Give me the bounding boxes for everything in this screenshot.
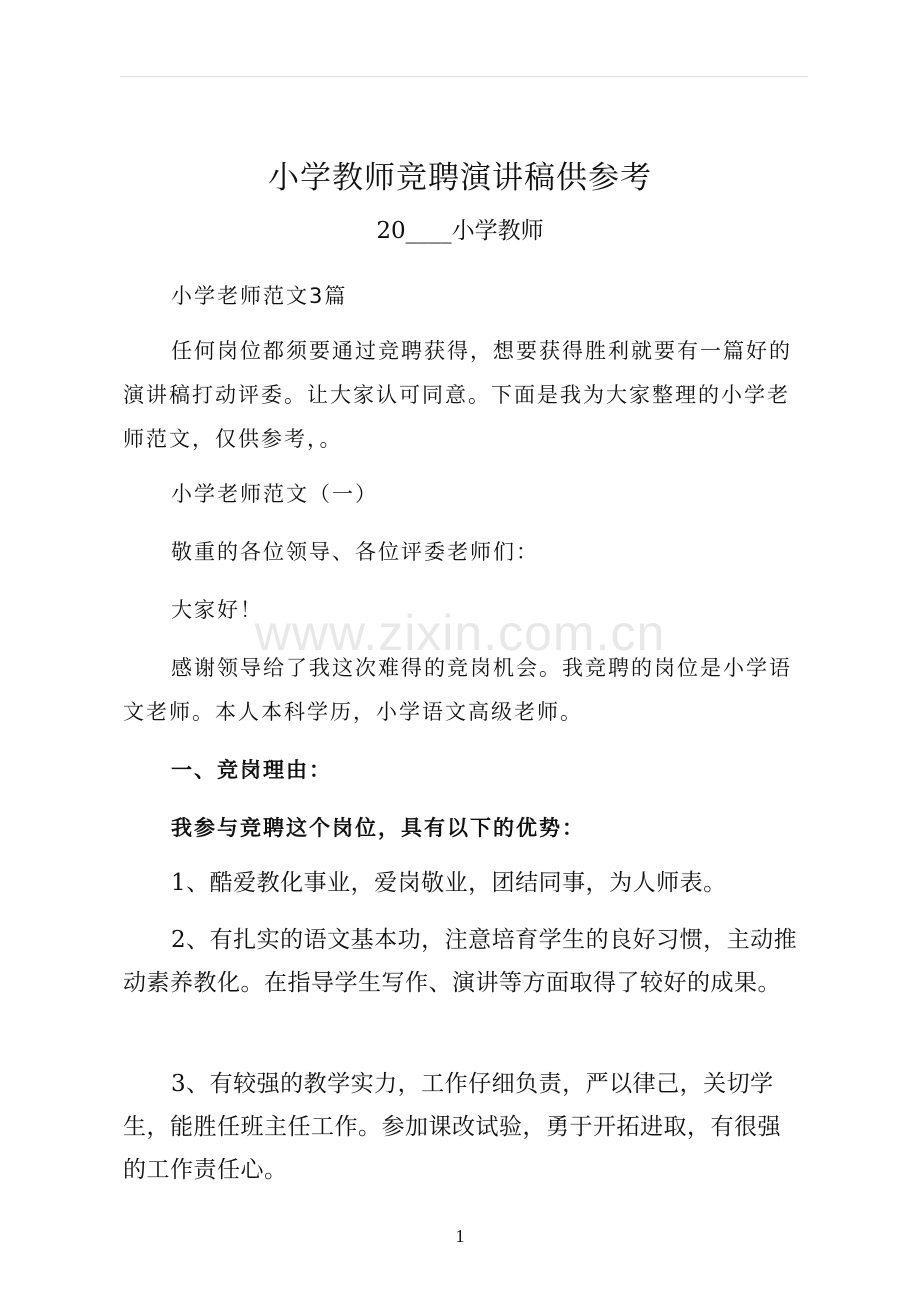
paragraph-intro-heading: 小学老师范文3篇: [171, 284, 348, 308]
paragraph-intro: 任何岗位都须要通过竞聘获得，想要获得胜利就要有一篇好的演讲稿打动评委。让大家认可同意。下面是我为大家整理的小学老师范文，仅供参考，。: [123, 339, 792, 451]
list-item-1: 1、酷爱教化事业，爱岗敬业，团结同事，为人师表。: [171, 870, 727, 896]
paragraph-advantages-intro: 我参与竞聘这个岗位，具有以下的优势：: [171, 816, 585, 840]
watermark: www.zixin.com.cn: [254, 605, 666, 661]
section-heading-reasons: 一、竞岗理由：: [171, 758, 332, 782]
page-number: 1: [455, 1226, 465, 1246]
document-subtitle: 20____小学教师: [376, 218, 544, 244]
list-item-2: 2、有扎实的语文基本功，注意培育学生的良好习惯，主动推动素养教化。在指导学生写作、演讲等方面取得了较好的成果。: [123, 927, 798, 996]
paragraph-sample-heading: 小学老师范文（一）: [171, 482, 378, 506]
paragraph-thanks: 感谢领导给了我这次难得的竞岗机会。我竞聘的岗位是小学语文老师。本人本科学历，小学语文高级老师。: [123, 656, 792, 724]
paragraph-salutation: 敬重的各位领导、各位评委老师们：: [171, 540, 539, 564]
list-item-3: 3、有较强的教学实力，工作仔细负责，严以律己，关切学生，能胜任班主任工作。参加课改试验，勇于开拓进取，有很强的工作责任心。: [123, 1071, 781, 1183]
paragraph-greeting: 大家好！: [171, 598, 263, 622]
header-rule: [120, 76, 808, 77]
document-title: 小学教师竞聘演讲稿供参考: [268, 160, 652, 196]
